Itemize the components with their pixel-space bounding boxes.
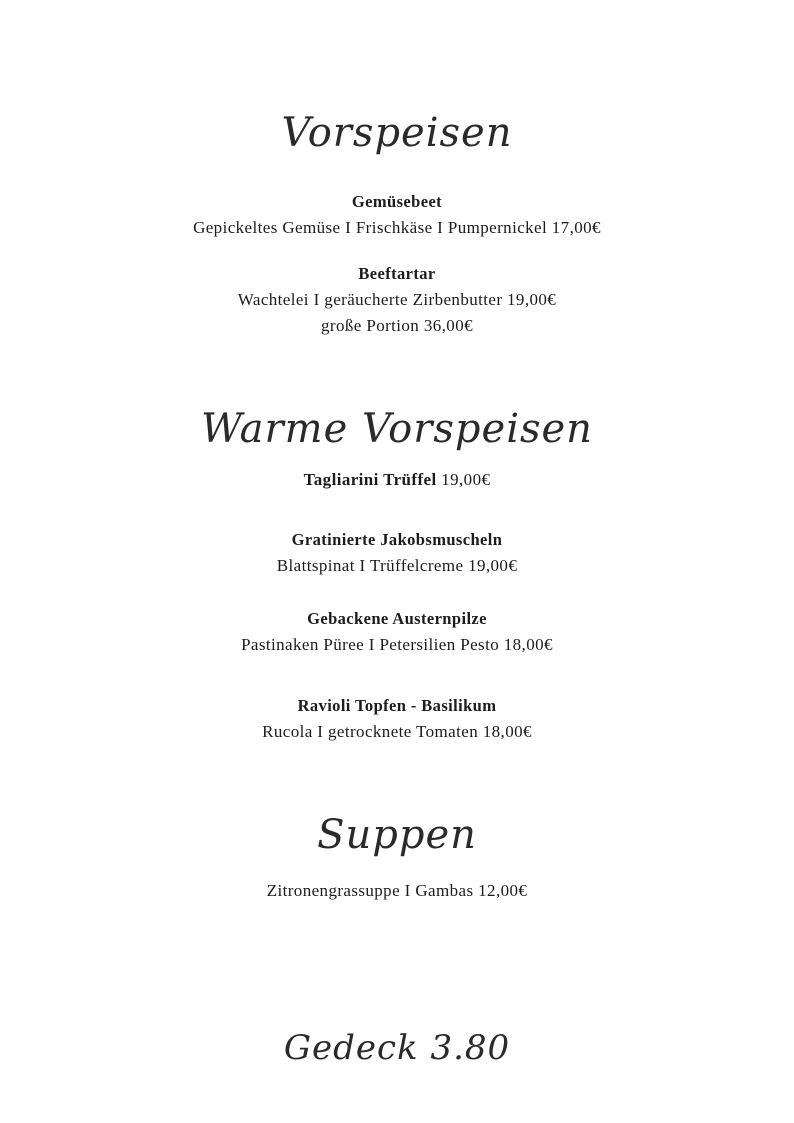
menu-item-jakobsmuscheln bbox=[0, 527, 794, 579]
dish-name: Gebackene Austernpilze bbox=[307, 609, 487, 628]
menu-item-austernpilze bbox=[0, 606, 794, 658]
dish-name: Tagliarini Trüffel bbox=[303, 470, 437, 489]
dish-description: Rucola I getrocknete Tomaten 18,00€ bbox=[262, 722, 532, 741]
dish-description: Gepickeltes Gemüse I Frischkäse I Pumpernickel 17,00€ bbox=[193, 218, 601, 237]
section-title-suppen: Suppen bbox=[317, 812, 477, 858]
dish-description: Blattspinat I Trüffelcreme 19,00€ bbox=[276, 556, 518, 575]
menu-item-beeftartar bbox=[0, 261, 794, 339]
dish-name: Beeftartar bbox=[358, 264, 436, 283]
menu-item-gemuesebeet bbox=[0, 189, 794, 241]
dish-name: Gemüsebeet bbox=[351, 192, 443, 211]
menu-item-tagliarini bbox=[0, 467, 794, 493]
menu-item-ravioli bbox=[0, 693, 794, 745]
menu-item-zitronengrassuppe bbox=[0, 878, 794, 904]
dish-description: Pastinaken Püree I Petersilien Pesto 18,00€ bbox=[241, 635, 553, 654]
dish-description: Wachtelei I geräucherte Zirbenbutter 19,00€ bbox=[237, 290, 557, 309]
cover-charge: Gedeck 3.80 bbox=[283, 1028, 511, 1068]
dish-description: Zitronengrassuppe I Gambas 12,00€ bbox=[266, 881, 528, 900]
dish-name: Ravioli Topfen - Basilikum bbox=[297, 696, 497, 715]
dish-price: 19,00€ bbox=[441, 470, 491, 489]
dish-extra: große Portion 36,00€ bbox=[320, 316, 474, 335]
dish-name: Gratinierte Jakobsmuscheln bbox=[291, 530, 503, 549]
section-title-vorspeisen: Vorspeisen bbox=[281, 110, 513, 156]
section-title-warme-vorspeisen: Warme Vorspeisen bbox=[201, 406, 593, 452]
